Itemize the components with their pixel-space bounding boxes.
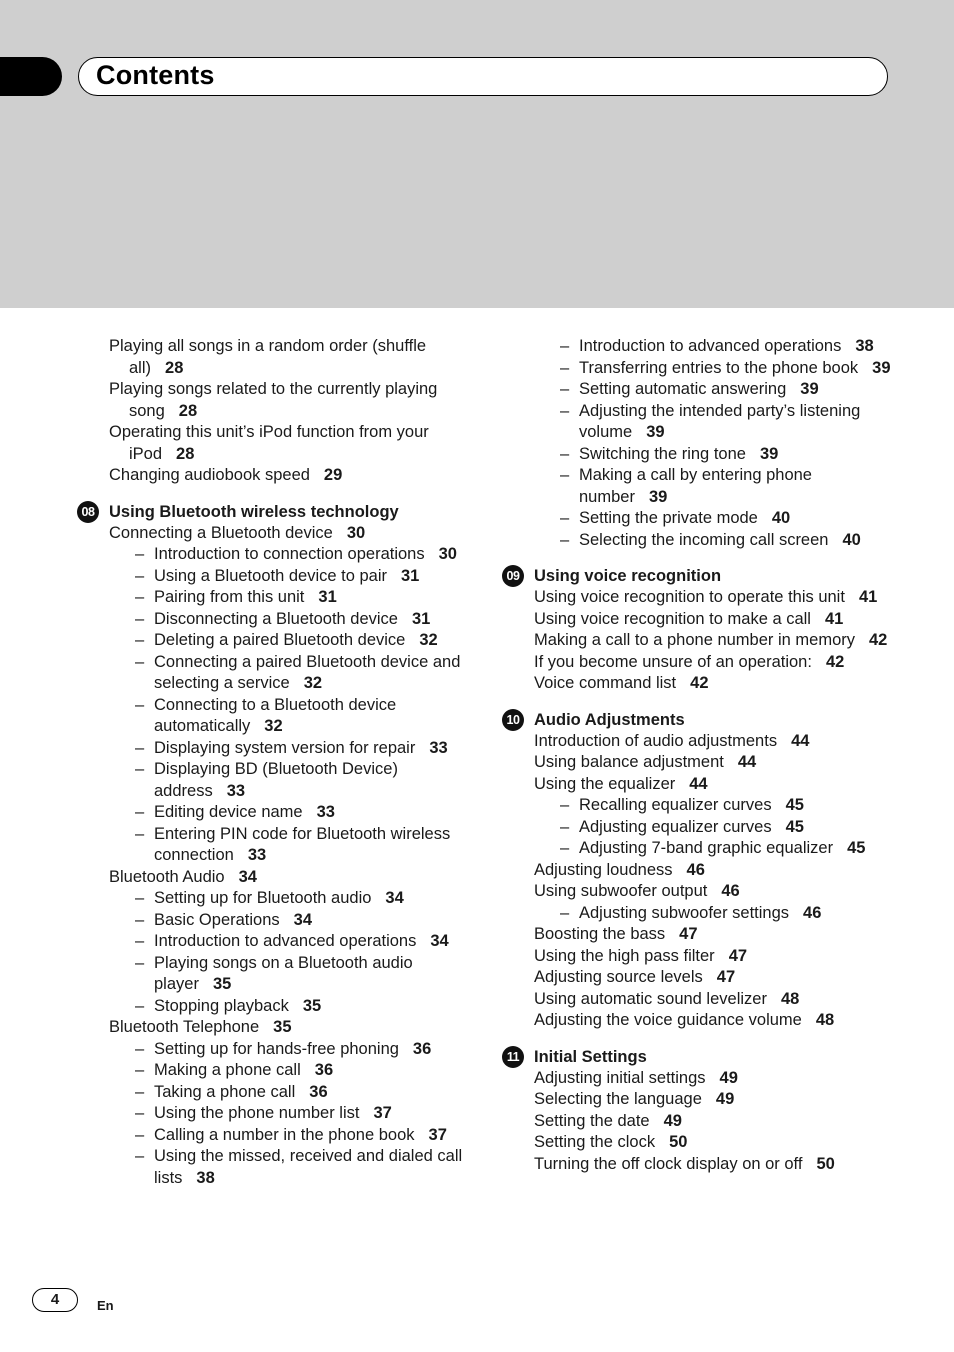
dash-marker: – — [560, 817, 570, 836]
dash-marker: – — [560, 444, 570, 463]
page-ref: 40 — [771, 509, 791, 527]
entry-title: Taking a phone call — [154, 1082, 296, 1101]
toc-entry[interactable] — [534, 609, 894, 631]
page-ref: 50 — [669, 1133, 688, 1151]
page-ref: 45 — [785, 817, 804, 836]
section-number-badge: 09 — [502, 565, 524, 587]
toc-subentry[interactable] — [534, 401, 894, 444]
dash-marker: – — [560, 466, 570, 484]
toc-subentry[interactable] — [109, 695, 469, 738]
toc-right-column — [506, 336, 894, 1175]
toc-subentry[interactable] — [109, 802, 469, 824]
page-ref: 47 — [716, 968, 736, 986]
entry-title: Adjusting initial settings — [534, 1068, 706, 1087]
toc-entry[interactable] — [109, 867, 469, 889]
dash-marker: – — [135, 631, 145, 649]
page-ref: 34 — [293, 910, 313, 929]
dash-marker: – — [560, 903, 570, 922]
section-title: Using Bluetooth wireless technology — [109, 502, 399, 521]
entry-title: Playing songs on a Bluetooth audio player — [154, 953, 413, 993]
page-ref: 33 — [247, 846, 267, 864]
page-ref: 44 — [737, 753, 757, 771]
toc-subentry[interactable] — [534, 379, 894, 401]
section-number-badge: 08 — [77, 501, 99, 523]
toc-entry[interactable] — [534, 731, 894, 753]
toc-subentry[interactable] — [109, 652, 469, 695]
entry-title: Operating this unit’s iPod function from your iPod — [109, 423, 429, 463]
dash-marker: – — [560, 337, 570, 355]
entry-title: Entering PIN code for Bluetooth wireless connection — [154, 824, 451, 864]
toc-subentry[interactable] — [534, 903, 894, 925]
page-ref: 44 — [791, 731, 810, 750]
entry-title: Connecting a Bluetooth device — [109, 523, 333, 542]
page-ref: 46 — [803, 903, 822, 922]
page-ref: 47 — [728, 946, 748, 965]
toc-subentry[interactable] — [109, 759, 469, 802]
entry-title: Setting the date — [534, 1111, 650, 1130]
toc-entry[interactable] — [534, 673, 894, 695]
page-ref: 34 — [385, 889, 404, 907]
section-gap — [109, 487, 469, 501]
dash-marker: – — [135, 588, 145, 606]
section-number-badge: 11 — [502, 1046, 524, 1068]
toc-subentry[interactable] — [109, 1146, 469, 1189]
entry-title: Using voice recognition to operate this unit — [534, 588, 845, 606]
entry-title: Setting the private mode — [579, 509, 758, 527]
toc-subentry[interactable] — [109, 1039, 469, 1061]
entry-title: Adjusting loudness — [534, 860, 673, 879]
toc-entry[interactable] — [534, 924, 894, 946]
toc-entry[interactable] — [534, 774, 894, 796]
page-number: 4 — [32, 1288, 78, 1312]
page-ref: 31 — [318, 588, 337, 606]
entry-title: Calling a number in the phone book — [154, 1125, 415, 1144]
language-label: En — [97, 1298, 114, 1313]
entry-title: Adjusting equalizer curves — [579, 817, 772, 836]
page-ref: 34 — [238, 867, 257, 886]
entry-title: Using the high pass filter — [534, 946, 715, 965]
entry-title: Turning the off clock display on or off — [534, 1154, 803, 1173]
section-number-badge: 10 — [502, 709, 524, 731]
toc-entry[interactable] — [534, 630, 894, 652]
page-ref: 35 — [212, 975, 232, 993]
page-ref: 39 — [872, 358, 891, 377]
entry-title: Introduction to connection operations — [154, 545, 425, 563]
page-ref: 35 — [302, 996, 322, 1015]
entry-title: Editing device name — [154, 803, 303, 821]
entry-title: Setting up for hands-free phoning — [154, 1039, 399, 1058]
entry-title: Adjusting 7-band graphic equalizer — [579, 839, 834, 857]
page-ref: 41 — [824, 609, 844, 628]
toc-subentry[interactable] — [534, 444, 894, 466]
dash-marker: – — [560, 530, 570, 549]
toc-subentry[interactable] — [109, 953, 469, 996]
toc-subentry[interactable] — [109, 587, 469, 609]
section-heading[interactable] — [506, 1046, 894, 1068]
page-ref: 44 — [689, 774, 708, 793]
toc-entry[interactable] — [534, 752, 894, 774]
page-ref: 36 — [309, 1082, 328, 1101]
dash-marker: – — [560, 796, 570, 814]
entry-title: Adjusting subwoofer settings — [579, 903, 790, 922]
toc-entry[interactable] — [534, 1154, 894, 1176]
dash-marker: – — [135, 545, 145, 563]
toc-subentry[interactable] — [109, 630, 469, 652]
entry-title: Connecting to a Bluetooth device automatically — [154, 695, 397, 735]
entry-title: Using balance adjustment — [534, 753, 724, 771]
entry-title: Boosting the bass — [534, 925, 666, 943]
dash-marker: – — [135, 932, 145, 950]
section-gap — [534, 1032, 894, 1046]
page-ref: 39 — [759, 444, 779, 463]
dash-marker: – — [135, 1061, 145, 1079]
page-ref: 32 — [264, 717, 283, 735]
page-ref: 42 — [825, 652, 845, 671]
toc-subentry[interactable] — [534, 465, 894, 508]
page-ref: 41 — [858, 588, 878, 606]
entry-title: Adjusting source levels — [534, 968, 703, 986]
toc-entry[interactable] — [109, 1017, 469, 1039]
entry-title: Basic Operations — [154, 910, 280, 929]
page-ref: 42 — [869, 631, 888, 649]
page-ref: 46 — [686, 860, 705, 879]
dash-marker: – — [135, 695, 145, 714]
dash-marker: – — [135, 910, 145, 929]
entry-title: Making a call to a phone number in memory — [534, 631, 855, 649]
toc-entry[interactable] — [109, 465, 469, 487]
toc-left-column — [81, 336, 469, 1189]
section-title: Initial Settings — [534, 1047, 647, 1066]
page-ref: 39 — [648, 487, 668, 506]
dash-marker: – — [135, 1125, 145, 1144]
dash-marker: – — [135, 996, 145, 1015]
toc-subentry[interactable] — [109, 910, 469, 932]
dash-marker: – — [135, 652, 145, 671]
toc-subentry[interactable] — [109, 1125, 469, 1147]
page-ref: 37 — [428, 1125, 447, 1144]
page-ref: 49 — [715, 1090, 735, 1108]
page-ref: 42 — [690, 674, 709, 692]
page-ref: 28 — [165, 358, 184, 377]
toc-subentry[interactable] — [109, 544, 469, 566]
page-ref: 48 — [815, 1011, 835, 1029]
entry-title: Using subwoofer output — [534, 882, 708, 900]
page-ref: 50 — [816, 1154, 835, 1173]
page-ref: 45 — [847, 839, 866, 857]
toc-subentry[interactable] — [109, 1082, 469, 1104]
toc-entry[interactable] — [534, 1010, 894, 1032]
page-ref: 39 — [800, 380, 819, 398]
entry-title: Setting the clock — [534, 1133, 656, 1151]
dash-marker: – — [135, 824, 145, 843]
page-ref: 30 — [346, 523, 366, 542]
entry-title: Using the phone number list — [154, 1104, 360, 1122]
toc-entry[interactable] — [534, 652, 894, 674]
page-ref: 33 — [226, 781, 246, 800]
toc-subentry[interactable] — [109, 824, 469, 867]
toc-subentry[interactable] — [534, 358, 894, 380]
entry-title: Introduction of audio adjustments — [534, 731, 778, 750]
toc-entry[interactable] — [109, 523, 469, 545]
toc-subentry[interactable] — [109, 931, 469, 953]
dash-marker: – — [560, 509, 570, 527]
entry-title: Using voice recognition to make a call — [534, 609, 811, 628]
entry-title: Deleting a paired Bluetooth device — [154, 631, 406, 649]
dash-marker: – — [135, 760, 145, 778]
toc-subentry[interactable] — [109, 1103, 469, 1125]
entry-title: Bluetooth Telephone — [109, 1018, 260, 1036]
page-ref: 28 — [176, 444, 195, 463]
page-ref: 45 — [785, 796, 804, 814]
toc-entry[interactable] — [109, 336, 469, 379]
entry-title: Making a phone call — [154, 1061, 301, 1079]
page-ref: 37 — [373, 1104, 392, 1122]
toc-subentry[interactable] — [109, 566, 469, 588]
page-ref: 47 — [679, 925, 698, 943]
page-ref: 36 — [412, 1039, 432, 1058]
toc-entry[interactable] — [109, 422, 469, 465]
section-heading[interactable] — [81, 501, 469, 523]
toc-subentry[interactable] — [534, 817, 894, 839]
toc-entry[interactable] — [534, 946, 894, 968]
page-ref: 31 — [412, 609, 431, 628]
entry-title: Transferring entries to the phone book — [579, 358, 859, 377]
page-ref: 33 — [316, 803, 335, 821]
section-gap — [534, 551, 894, 565]
page-ref: 38 — [196, 1168, 215, 1187]
entry-title: Disconnecting a Bluetooth device — [154, 609, 398, 628]
entry-title: Connecting a paired Bluetooth device and selecting a service — [154, 652, 461, 692]
dash-marker: – — [560, 358, 570, 377]
toc-entry[interactable] — [534, 1111, 894, 1133]
toc-subentry[interactable] — [534, 838, 894, 860]
page-ref: 40 — [842, 530, 861, 549]
page-ref: 28 — [178, 401, 198, 420]
page-ref: 33 — [429, 738, 448, 757]
toc-subentry[interactable] — [109, 888, 469, 910]
entry-title: Adjusting the voice guidance volume — [534, 1011, 802, 1029]
dash-marker: – — [560, 401, 570, 420]
toc-subentry[interactable] — [109, 738, 469, 760]
page-ref: 38 — [855, 337, 874, 355]
page-ref: 32 — [419, 631, 438, 649]
header-band — [0, 0, 954, 308]
entry-title: Bluetooth Audio — [109, 867, 225, 886]
page-ref: 48 — [780, 989, 800, 1008]
dash-marker: – — [135, 953, 145, 972]
page-ref: 39 — [646, 423, 665, 441]
dash-marker: – — [560, 380, 570, 398]
section-title: Using voice recognition — [534, 567, 722, 585]
entry-title: Stopping playback — [154, 996, 289, 1015]
toc-subentry[interactable] — [534, 530, 894, 552]
entry-title: Playing all songs in a random order (shuffle all) — [109, 337, 427, 377]
toc-subentry[interactable] — [534, 508, 894, 530]
toc-entry[interactable] — [534, 1068, 894, 1090]
toc-subentry[interactable] — [534, 336, 894, 358]
page-ref: 34 — [430, 932, 449, 950]
entry-title: Recalling equalizer curves — [579, 796, 772, 814]
entry-title: Using automatic sound levelizer — [534, 989, 767, 1008]
entry-title: Playing songs related to the currently playing song — [109, 380, 438, 420]
toc-entry[interactable] — [534, 860, 894, 882]
dash-marker: – — [135, 803, 145, 821]
toc-subentry[interactable] — [109, 1060, 469, 1082]
page-ref: 32 — [303, 674, 323, 692]
entry-title: Setting automatic answering — [579, 380, 787, 398]
toc-entry[interactable] — [109, 379, 469, 422]
entry-title: Displaying BD (Bluetooth Device) address — [154, 760, 398, 800]
section-title: Audio Adjustments — [534, 710, 685, 729]
entry-title: Using the equalizer — [534, 774, 676, 793]
page-ref: 46 — [721, 882, 740, 900]
dash-marker: – — [135, 609, 145, 628]
dash-marker: – — [135, 1104, 145, 1122]
entry-title: Selecting the incoming call screen — [579, 530, 829, 549]
entry-title: Using the missed, received and dialed call lists — [154, 1147, 463, 1187]
entry-title: Voice command list — [534, 674, 677, 692]
section-heading[interactable] — [506, 565, 894, 587]
page-ref: 49 — [663, 1111, 682, 1130]
dash-marker: – — [135, 1039, 145, 1058]
dash-marker: – — [135, 1082, 145, 1101]
section-gap — [534, 695, 894, 709]
entry-title: Switching the ring tone — [579, 444, 746, 463]
entry-title: Adjusting the intended party’s listening volume — [579, 401, 861, 441]
page-ref: 29 — [323, 466, 343, 484]
entry-title: Introduction to advanced operations — [154, 932, 417, 950]
toc-subentry[interactable] — [534, 795, 894, 817]
dash-marker: – — [135, 738, 145, 757]
entry-title: Changing audiobook speed — [109, 466, 310, 484]
toc-subentry[interactable] — [109, 996, 469, 1018]
page-ref: 31 — [400, 566, 420, 585]
entry-title: Pairing from this unit — [154, 588, 305, 606]
entry-title: Displaying system version for repair — [154, 738, 416, 757]
entry-title: Making a call by entering phone number — [579, 466, 812, 506]
dash-marker: – — [135, 1147, 145, 1165]
entry-title: Introduction to advanced operations — [579, 337, 842, 355]
header-black-tab — [0, 57, 62, 96]
dash-marker: – — [560, 839, 570, 857]
page-ref: 36 — [314, 1061, 334, 1079]
toc-entry[interactable] — [534, 989, 894, 1011]
entry-title: If you become unsure of an operation: — [534, 652, 812, 671]
toc-subentry[interactable] — [109, 609, 469, 631]
dash-marker: – — [135, 566, 145, 585]
toc-entry[interactable] — [534, 587, 894, 609]
page-title: Contents — [96, 60, 215, 90]
entry-title: Setting up for Bluetooth audio — [154, 889, 372, 907]
entry-title: Selecting the language — [534, 1090, 702, 1108]
toc-entry[interactable] — [534, 1132, 894, 1154]
toc-entry[interactable] — [534, 1089, 894, 1111]
page-ref: 30 — [438, 545, 457, 563]
toc-entry[interactable] — [534, 967, 894, 989]
entry-title: Using a Bluetooth device to pair — [154, 566, 387, 585]
page-ref: 49 — [719, 1068, 738, 1087]
toc-entry[interactable] — [534, 881, 894, 903]
dash-marker: – — [135, 889, 145, 907]
section-heading[interactable] — [506, 709, 894, 731]
page-ref: 35 — [273, 1018, 292, 1036]
